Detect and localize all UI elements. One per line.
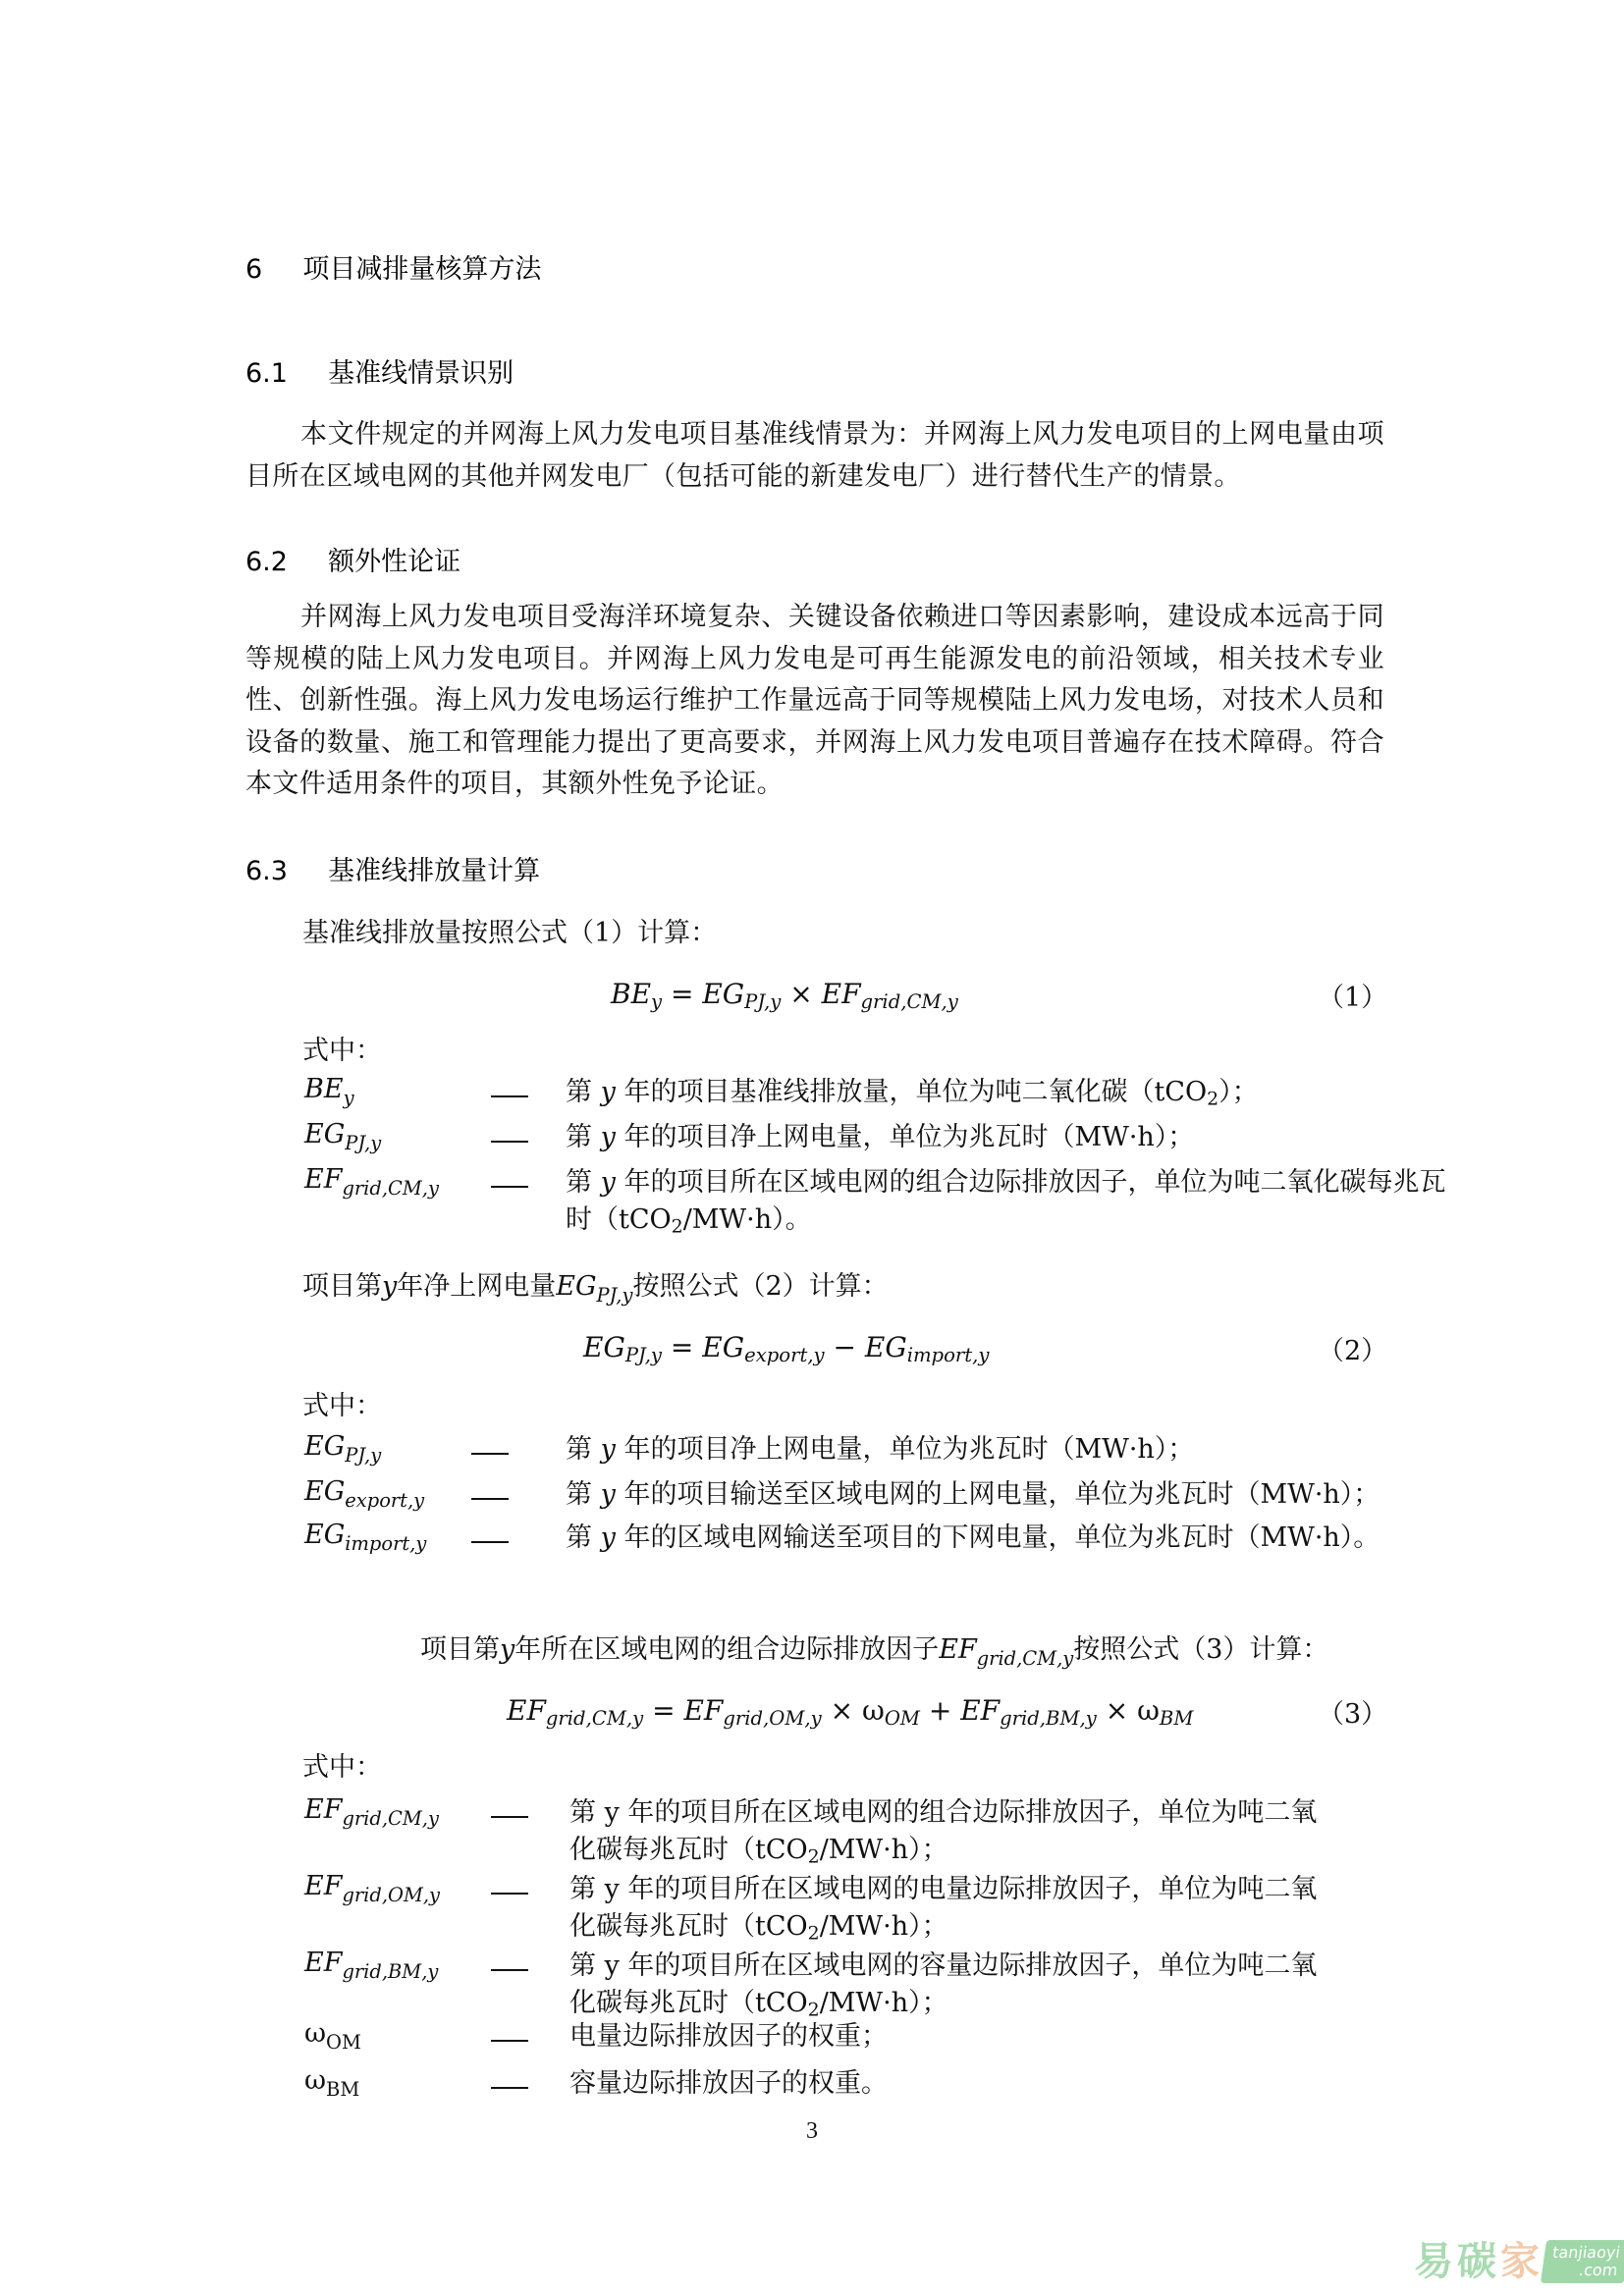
- definition-text: 第 y 年的项目所在区域电网的电量边际排放因子，单位为吨二氧 化碳每兆瓦时（tCO$_2$/MW·h）；: [569, 1874, 1318, 1945]
- definition-dash: [471, 1541, 509, 1543]
- section-number: 6.3: [245, 856, 288, 886]
- definition-dash: [491, 1893, 528, 1895]
- definition-dash: [471, 1453, 509, 1455]
- watermark-char: 易: [1414, 2239, 1453, 2284]
- definition-symbol: $\omega_{OM}$: [304, 2018, 361, 2054]
- definition-symbol: $EF_{grid,BM,y}$: [304, 1948, 439, 1983]
- definition-text: 第 y 年的项目所在区域电网的容量边际排放因子，单位为吨二氧 化碳每兆瓦时（tCO$_2$/MW·h）；: [569, 1950, 1318, 2021]
- definition-dash: [491, 1141, 528, 1143]
- definition-text: 第 y 年的项目净上网电量，单位为兆瓦时（MW·h）；: [566, 1122, 1195, 1152]
- formula-1-intro: 基准线排放量按照公式（1）计算：: [302, 918, 718, 948]
- section-6-1-paragraph: 本文件规定的并网海上风力发电项目基准线情景为：并网海上风力发电项目的上网电量由项目所在区域电网的其他并网发电厂（包括可能的新建发电厂）进行替代生产的情景。: [245, 419, 1384, 492]
- equation-number-3: （3）: [1318, 1699, 1388, 1730]
- definition-symbol: $EG_{PJ,y}$: [304, 1119, 382, 1154]
- definition-dash: [491, 2040, 528, 2042]
- definition-dash: [491, 1186, 528, 1188]
- where-label-3: 式中：: [302, 1752, 382, 1783]
- definition-text: 第 y 年的项目所在区域电网的组合边际排放因子，单位为吨二氧 化碳每兆瓦时（tCO$_2$/MW·h）；: [569, 1797, 1318, 1868]
- definition-symbol: $BE_y$: [304, 1074, 354, 1109]
- definition-dash: [471, 1498, 509, 1500]
- definition-symbol: $EF_{grid,OM,y}$: [304, 1871, 441, 1906]
- definition-text: 第 y 年的项目净上网电量，单位为兆瓦时（MW·h）；: [566, 1434, 1195, 1465]
- watermark-logo: [1414, 2240, 1624, 2283]
- definition-symbol: $EG_{export,y}$: [304, 1476, 425, 1512]
- section-number: 6.2: [245, 547, 288, 577]
- section-6-2-heading: [245, 540, 460, 578]
- definition-dash: [491, 2087, 528, 2089]
- definition-text: 电量边际排放因子的权重；: [569, 2021, 888, 2052]
- definition-symbol: $EG_{PJ,y}$: [304, 1431, 382, 1467]
- formula-2: $EG_{PJ,y} = EG_{export,y} - EG_{import,y}$: [583, 1331, 990, 1366]
- definition-text: 容量边际排放因子的权重。: [569, 2068, 888, 2099]
- section-title: 项目减排量核算方法: [302, 254, 542, 285]
- section-title: 基准线情景识别: [328, 358, 514, 389]
- formula-2-intro: 项目第y年净上网电量$EG_{PJ,y}$按照公式（2）计算：: [302, 1271, 889, 1307]
- watermark-badge: tanjiaoyi .com: [1541, 2240, 1624, 2283]
- definition-symbol: $\omega_{BM}$: [304, 2065, 360, 2101]
- formula-3-intro: 项目第y年所在区域电网的组合边际排放因子$EF_{grid,CM,y}$按照公式（3）计算：: [420, 1634, 1329, 1670]
- definition-dash: [491, 1095, 528, 1097]
- definition-text: 第 y 年的项目所在区域电网的组合边际排放因子，单位为吨二氧化碳每兆瓦时（tCO$_2$/MW·h）。: [566, 1167, 1446, 1238]
- section-6-2-paragraph: 并网海上风力发电项目受海洋环境复杂、关键设备依赖进口等因素影响，建设成本远高于同等规模的陆上风力发电项目。并网海上风力发电是可再生能源发电的前沿领域，相关技术专业性、创新性强。海上风力发电场运行维护工作量远高于同等规模陆上风力发电场，对技术人员和设备的数量、施工和管理能力提出了更高要求，并网海上风力发电项目普遍存在技术障碍。符合本文件适用条件的项目，其额外性免予论证。: [245, 602, 1384, 799]
- section-title: 额外性论证: [328, 547, 461, 577]
- section-number: 6: [245, 254, 263, 285]
- section-6-3-heading: [245, 849, 540, 887]
- section-6-1-heading: [245, 351, 514, 390]
- definition-text: 第 y 年的区域电网输送至项目的下网电量，单位为兆瓦时（MW·h）。: [566, 1522, 1380, 1553]
- equation-number-2: （2）: [1318, 1336, 1388, 1366]
- watermark-char: 碳: [1457, 2239, 1496, 2284]
- formula-1: $BE_y = EG_{PJ,y} \times EF_{grid,CM,y}$: [611, 978, 958, 1013]
- section-title: 基准线排放量计算: [328, 856, 541, 886]
- definition-symbol: $EF_{grid,CM,y}$: [304, 1794, 439, 1830]
- definition-text: 第 y 年的项目输送至区域电网的上网电量，单位为兆瓦时（MW·h）；: [566, 1479, 1380, 1510]
- where-label-1: 式中：: [302, 1036, 382, 1066]
- definition-dash: [491, 1816, 528, 1818]
- watermark-char: 家: [1500, 2239, 1540, 2284]
- formula-3: $EF_{grid,CM,y} = EF_{grid,OM,y} \times \omega_{OM} + EF_{grid,BM,y} \times \omega_{BM}$: [507, 1694, 1194, 1730]
- page-number: 3: [806, 2118, 818, 2144]
- where-label-2: 式中：: [302, 1391, 382, 1421]
- equation-number-1: （1）: [1318, 983, 1388, 1013]
- definition-symbol: $EF_{grid,CM,y}$: [304, 1164, 439, 1200]
- definition-symbol: $EG_{import,y}$: [304, 1520, 427, 1555]
- section-number: 6.1: [245, 358, 288, 389]
- definition-text: 第 y 年的项目基准线排放量，单位为吨二氧化碳（tCO$_2$）；: [566, 1077, 1259, 1110]
- definition-dash: [491, 1969, 528, 1971]
- section-6-heading: [245, 247, 541, 286]
